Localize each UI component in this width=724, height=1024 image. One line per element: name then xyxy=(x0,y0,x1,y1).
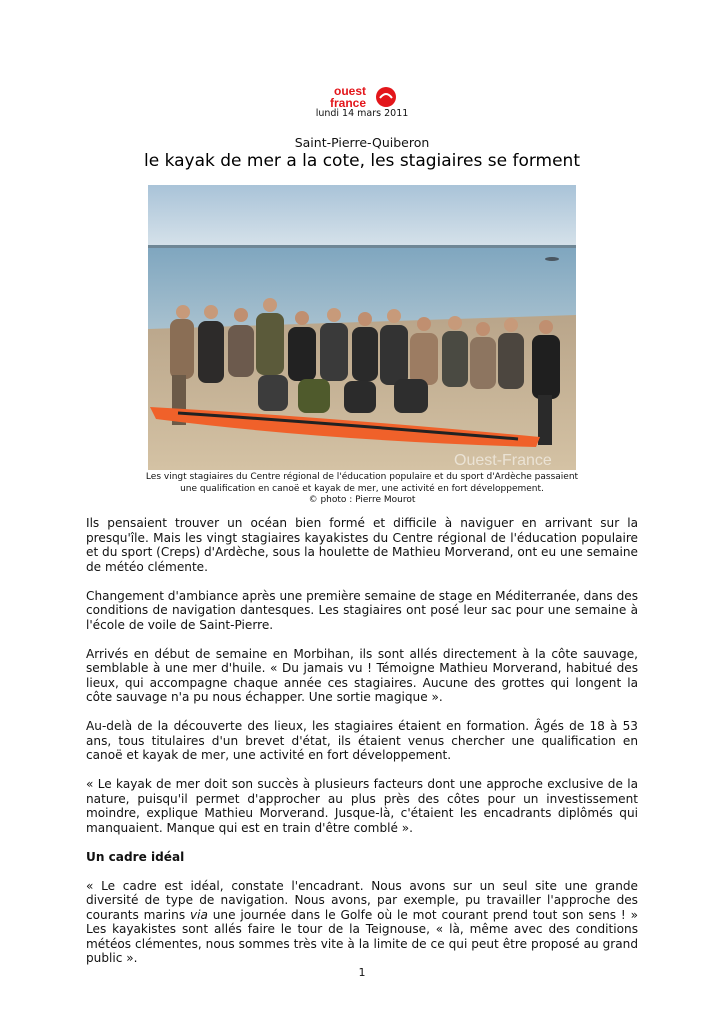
article-photo xyxy=(148,185,576,470)
caption-line-2: une qualification en canoë et kayak de mer, une activité en fort développement. xyxy=(180,483,544,494)
paragraph-4: Au-delà de la découverte des lieux, les stagiaires étaient en formation. Âgés de 18 à 53 ans, tous titulaires d'un brevet d'état, ils étaient venus chercher une qualification en canoë et kayak de mer, une activité en fort développement. xyxy=(86,719,638,762)
photo-caption xyxy=(140,472,584,507)
article-body xyxy=(86,516,638,980)
ouest-france-logo xyxy=(330,84,398,110)
paragraph-6-italic: via xyxy=(189,907,208,922)
paragraph-2: Changement d'ambiance après une première semaine de stage en Méditerranée, dans des conditions de navigation dantesques. Les stagiaires ont posé leur sac pour une semaine à l'école de voile de Saint-Pierre. xyxy=(86,588,638,632)
logo-word-ouest: ouest xyxy=(334,84,367,98)
photo-sky xyxy=(148,185,576,247)
photo-boat xyxy=(545,257,559,261)
paragraph-1: Ils pensaient trouver un océan bien formé et difficile à naviguer en arrivant sur la presqu'île. Mais les vingt stagiaires kayakistes du Centre régional de l'éducation populaire et du sport (Creps) d'Ardèche, sous la houlette de Mathieu Morverand, ont eu une semaine de météo clémente. xyxy=(86,516,638,574)
paragraph-6-end: une journée dans le Golfe où le mot courant prend tout son sens ! » Les kayakistes sont allés faire le tour de la Teignouse, « là, même avec des conditions météos clémentes, nous sommes très vite à la limite de ce qui peut être proposé au grand public ». xyxy=(86,907,639,965)
paragraph-6 xyxy=(86,879,638,966)
subheading: Un cadre idéal xyxy=(86,849,185,864)
photo-credit: © photo : Pierre Mourot xyxy=(308,495,416,505)
paragraph-6-start: « Le cadre est idéal, constate l'encadrant. Nous avons sur un seul site une grande diversité de type de navigation. Nous avons, par exemple, pu travailler l'approche des courants marins xyxy=(86,878,638,922)
publication-date: lundi 14 mars 2011 xyxy=(315,108,409,119)
caption-line-1: Les vingt stagiaires du Centre régional de l'éducation populaire et du sport d'Ardèche passaient xyxy=(145,472,579,482)
logo-word-france: france xyxy=(330,96,367,110)
paragraph-3: Arrivés en début de semaine en Morbihan, ils sont allés directement à la côte sauvage, semblable à une mer d'huile. « Du jamais vu ! Témoigne Mathieu Morverand, habitué des lieux, qui accompagne chaque année ces stagiaires. Aucune des grottes qui longent la côte sauvage n'a pu nous échapper. Une sortie magique ». xyxy=(86,646,638,704)
paragraph-5: « Le kayak de mer doit son succès à plusieurs facteurs dont une approche exclusive de la nature, puisqu'il permet d'approcher au plus près des côtes pour un investissement moindre, explique Mathieu Morverand. Jusque-là, c'étaient les encadrants diplômés qui manquaient. Manque qui est en train d'être comblé ». xyxy=(86,777,638,835)
photo-horizon xyxy=(148,245,576,248)
article-location: Saint-Pierre-Quiberon xyxy=(294,135,430,150)
logo-disc xyxy=(376,87,396,107)
article-headline: le kayak de mer a la cote, les stagiaires se forment xyxy=(143,151,580,171)
page-number: 1 xyxy=(358,966,366,979)
photo-watermark: Ouest-France xyxy=(454,452,552,469)
